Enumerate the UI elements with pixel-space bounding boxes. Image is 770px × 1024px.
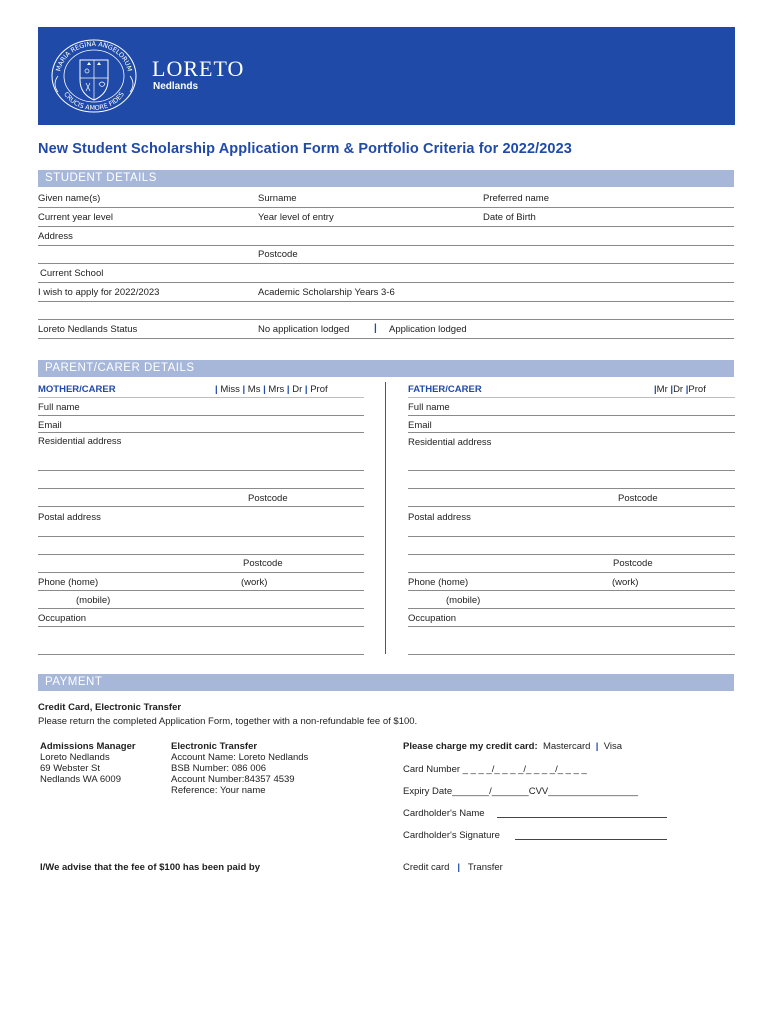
postcode-field[interactable] [38, 263, 734, 264]
admissions-line2: 69 Webster St [40, 763, 101, 774]
charge-card-row: Please charge my credit card: Mastercard | Visa [403, 741, 622, 752]
father-email-label: Email [408, 420, 432, 431]
option-separator: | [374, 323, 377, 334]
visa-option[interactable]: Visa [603, 741, 622, 752]
father-postal-field[interactable] [408, 536, 735, 537]
mastercard-option[interactable]: Mastercard [542, 741, 591, 752]
column-divider [385, 382, 386, 654]
title-prof-father[interactable]: Prof [688, 384, 706, 395]
father-postal-label: Postal address [408, 512, 471, 523]
father-postal-postcode-field[interactable] [408, 572, 735, 573]
cardholder-signature-field[interactable] [515, 839, 667, 840]
status-label: Loreto Nedlands Status [38, 324, 138, 335]
apply-year-label: I wish to apply for 2022/2023 [38, 287, 160, 298]
mother-postcode-field[interactable] [38, 506, 364, 507]
title-mrs[interactable]: Mrs [268, 384, 285, 395]
given-names-label: Given name(s) [38, 193, 101, 204]
father-titles: |Mr |Dr |Prof [654, 384, 706, 395]
mother-email-field[interactable] [38, 432, 364, 433]
crest-top-text: MARIA REGINA ANGELORUM [54, 39, 134, 73]
father-occupation-label: Occupation [408, 613, 457, 624]
header-banner [38, 27, 735, 125]
transfer-line4: Reference: Your name [171, 785, 266, 796]
mother-occupation-field[interactable] [38, 626, 364, 627]
mother-phone-work-label: (work) [241, 577, 268, 588]
father-heading: FATHER/CARER [408, 384, 482, 395]
student-details-header: STUDENT DETAILS [38, 170, 734, 187]
father-postcode-label: Postcode [618, 493, 658, 504]
mother-residential-field[interactable] [38, 470, 364, 471]
transfer-line1: Account Name: Loreto Nedlands [171, 752, 309, 763]
brand-subtitle: Nedlands [153, 81, 199, 92]
title-mr[interactable]: Mr [656, 384, 668, 395]
parent-details-header: PARENT/CARER DETAILS [38, 360, 734, 377]
transfer-line3: Account Number:84357 4539 [171, 774, 295, 785]
current-school-field[interactable] [38, 282, 734, 283]
mother-phone-field[interactable] [38, 590, 364, 591]
paid-transfer-option[interactable]: Transfer [467, 862, 503, 873]
father-postal-postcode-label: Postcode [613, 558, 653, 569]
advise-label: I/We advise that the fee of $100 has been paid by [40, 862, 260, 873]
father-email-field[interactable] [408, 432, 735, 433]
father-fullname-field[interactable] [408, 415, 735, 416]
mother-residential-label: Residential address [38, 436, 122, 447]
mother-email-label: Email [38, 420, 62, 431]
father-extra-field[interactable] [408, 654, 735, 655]
father-postcode-field[interactable] [408, 506, 735, 507]
admissions-title: Admissions Manager [40, 741, 136, 752]
father-heading-line [408, 397, 735, 398]
mother-heading: MOTHER/CARER [38, 384, 116, 395]
father-residential-field-2[interactable] [408, 488, 735, 489]
mother-postal-field-2[interactable] [38, 554, 364, 555]
mother-fullname-field[interactable] [38, 415, 364, 416]
card-number-field[interactable]: Card Number _ _ _ _/_ _ _ _/_ _ _ _/_ _ _ _ [403, 764, 587, 775]
address-field[interactable] [38, 245, 734, 246]
title-miss[interactable]: Miss [220, 384, 240, 395]
title-prof[interactable]: Prof [310, 384, 328, 395]
mother-mobile-field[interactable] [38, 608, 364, 609]
mother-extra-field[interactable] [38, 654, 364, 655]
mother-heading-line [38, 397, 364, 398]
blank-divider [38, 319, 734, 320]
no-application-option[interactable]: No application lodged [258, 324, 350, 335]
apply-field [38, 301, 734, 302]
brand-name: LORETO [152, 56, 245, 81]
given-names-field[interactable] [38, 207, 734, 208]
mother-postal-postcode-field[interactable] [38, 572, 364, 573]
academic-scholarship-option[interactable]: Academic Scholarship Years 3-6 [258, 287, 395, 298]
title-dr-father[interactable]: Dr [673, 384, 684, 395]
current-year-field[interactable] [38, 226, 734, 227]
mother-fullname-label: Full name [38, 402, 80, 413]
address-label: Address [38, 231, 73, 242]
mother-postal-postcode-label: Postcode [243, 558, 283, 569]
father-phone-home-label: Phone (home) [408, 577, 469, 588]
mother-mobile-label: (mobile) [76, 595, 111, 606]
payment-subhead: Credit Card, Electronic Transfer [38, 702, 182, 713]
father-residential-label: Residential address [408, 437, 492, 448]
father-fullname-label: Full name [408, 402, 450, 413]
father-mobile-label: (mobile) [446, 595, 481, 606]
dob-label: Date of Birth [483, 212, 536, 223]
mother-residential-field-2[interactable] [38, 488, 364, 489]
cardholder-signature-label: Cardholder's Signature [403, 830, 500, 841]
cardholder-name-field[interactable] [497, 817, 667, 818]
surname-label: Surname [258, 193, 297, 204]
mother-postcode-label: Postcode [248, 493, 288, 504]
current-year-label: Current year level [38, 212, 113, 223]
title-ms[interactable]: Ms [247, 384, 261, 395]
loreto-crest-icon [46, 36, 142, 116]
charge-card-label: Please charge my credit card: [403, 741, 538, 752]
current-school-label: Current School [40, 268, 104, 279]
mother-phone-home-label: Phone (home) [38, 577, 99, 588]
status-field [38, 338, 734, 339]
mother-postal-label: Postal address [38, 512, 101, 523]
father-phone-work-label: (work) [612, 577, 639, 588]
paid-credit-card-option[interactable]: Credit card [403, 862, 450, 873]
admissions-line1: Loreto Nedlands [40, 752, 110, 763]
payment-instructions: Please return the completed Application Form, together with a non-refundable fee of $100. [38, 716, 418, 727]
title-dr[interactable]: Dr [292, 384, 303, 395]
father-postal-field-2[interactable] [408, 554, 735, 555]
preferred-name-label: Preferred name [483, 193, 550, 204]
postcode-label: Postcode [258, 249, 298, 260]
mother-occupation-label: Occupation [38, 613, 87, 624]
payment-header: PAYMENT [38, 674, 734, 691]
transfer-line2: BSB Number: 086 006 [171, 763, 267, 774]
crest-bottom-text: CRUCIS AMORE FIDES [62, 90, 126, 113]
father-occupation-field[interactable] [408, 626, 735, 627]
page-title: New Student Scholarship Application Form & Portfolio Criteria for 2022/2023 [38, 141, 572, 157]
transfer-title: Electronic Transfer [171, 741, 258, 752]
paid-by-row: Credit card | Transfer [403, 862, 503, 873]
mother-postal-field[interactable] [38, 536, 364, 537]
expiry-cvv-field[interactable]: Expiry Date_______/_______CVV_________________ [403, 786, 639, 797]
father-mobile-field[interactable] [408, 608, 735, 609]
admissions-line3: Nedlands WA 6009 [40, 774, 121, 785]
cardholder-name-label: Cardholder's Name [403, 808, 485, 819]
year-entry-label: Year level of entry [258, 212, 334, 223]
father-residential-field[interactable] [408, 470, 735, 471]
father-phone-field[interactable] [408, 590, 735, 591]
application-lodged-option[interactable]: Application lodged [389, 324, 467, 335]
mother-titles: | Miss | Ms | Mrs | Dr | Prof [215, 384, 328, 395]
